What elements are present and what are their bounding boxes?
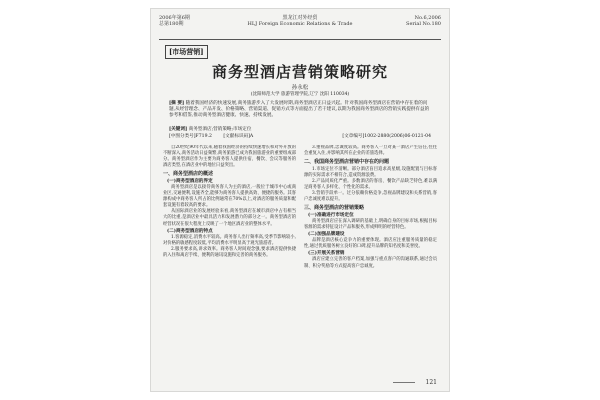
body-column-right bbox=[304, 145, 437, 373]
header-rule bbox=[159, 39, 441, 40]
serial-number-en: Serial No.180 bbox=[406, 21, 441, 27]
keywords bbox=[169, 127, 431, 133]
article-id: [文章编号]1002-2880(2006)06-0121-04 bbox=[342, 134, 431, 139]
folio-rule bbox=[393, 382, 415, 383]
body-paragraph: 2.服务要求高,讲求效率。商务客人时间观念强,要求酒店提供快捷的入住和离店手续、便利的通讯设施和完善的商务服务。 bbox=[163, 246, 296, 258]
journal-page bbox=[150, 8, 450, 392]
classification-meta bbox=[169, 134, 431, 140]
section-tag: [市场营销] bbox=[165, 45, 208, 59]
body-columns bbox=[163, 145, 437, 373]
abstract-label: [摘 要] bbox=[169, 101, 185, 106]
body-paragraph: 3.重视品牌,忠诚度较高。商务客人一旦对某一酒店产生信任,往往会重复入住,并影响其所在企业的差旅选择。 bbox=[304, 145, 437, 157]
body-paragraph: 2.产品同质化严重。多数酒店的客房、餐饮产品缺乏特色,难以满足商务客人多样化、个性化的需求。 bbox=[304, 178, 437, 190]
abstract-text: 随着我国经济的快速发展,商务旅游步入了大发展时期,商务型酒店正日益兴起。针对我国商务型酒店在营销中存在着的问题,从经营理念、产品开发、价格策略、营销渠道、促销方式等方面提出了若干建议,以期为我国商务型酒店的营销实践提供有益的参考和借鉴,推动商务型酒店健康、快速、持续发展。 bbox=[169, 101, 430, 118]
body-paragraph: 1.客源稳定,消费水平较高。商务客人出行频率高,受季节影响较小,对价格的敏感程度较低,平均消费水平明显高于观光旅游者。 bbox=[163, 234, 296, 246]
abstract bbox=[169, 101, 431, 119]
body-paragraph: 从国际酒店业的发展经验来看,商务型酒店在城市酒店中占有相当大的比重,是酒店业中最具活力和发展潜力的部分之一。商务型酒店的经营状况在很大程度上反映了一个地区酒店业的整体水平。 bbox=[163, 209, 296, 227]
author-affiliation: (沈阳师范大学 旅游管理学院,辽宁 沈阳 110034) bbox=[250, 92, 350, 97]
body-paragraph: 1.市场定位不清晰。部分酒店盲目追求高星级,设施配置与目标客源的实际需求不相符合,造成资源浪费。 bbox=[304, 166, 437, 178]
issue-info-en bbox=[406, 15, 441, 27]
body-paragraph: 自20世纪90年代以来,随着我国经济的持续快速增长和对外开放的不断深入,商务活动日益频繁,商务旅游已成为我国旅游业的重要组成部分。商务型酒店作为主要为商务客人提供住宿、餐饮、会议等服务的酒店类型,在酒店业中的地位日益突出。 bbox=[163, 145, 296, 169]
body-column-left bbox=[163, 145, 296, 373]
subsection-heading: (二)商务型酒店的特点 bbox=[167, 228, 213, 234]
issue-number-en: No.6,2006 bbox=[414, 15, 441, 21]
subsection-heading: (一)商务型酒店的界定 bbox=[167, 178, 213, 184]
journal-name-en: HLJ Foreign Economic Relations & Trade bbox=[247, 21, 353, 27]
body-paragraph: 商务型酒店是以接待商务客人为主的酒店,一般位于城市中心或商业区,交通便利,设施齐全,能够为商务客人提供高效、便捷的服务。其客源构成中商务客人所占的比例通常在70%以上,对酒店的服务质量和配套设施有着较高的要求。 bbox=[163, 184, 296, 209]
subsection-heading: (一)准确进行市场定位 bbox=[308, 212, 354, 218]
section-heading: 三、商务型酒店的营销策略 bbox=[304, 205, 365, 212]
serial-number: 总第180期 bbox=[159, 21, 184, 27]
page-number: 121 bbox=[425, 379, 437, 386]
keywords-text: 商务型酒店;营销策略;市场定位 bbox=[188, 127, 252, 132]
article-title: 商务型酒店营销策略研究 bbox=[211, 63, 388, 81]
author-name: 孙永松 bbox=[291, 85, 309, 91]
clc-number: [中图分类号]F719.2 bbox=[169, 134, 212, 139]
running-head bbox=[159, 15, 441, 37]
subsection-heading: (三)开展关系营销 bbox=[308, 251, 345, 257]
body-paragraph: 酒店应建立完善的客户档案,加强与重点客户的沟通联系,通过会员制、积分奖励等方式提高客户忠诚度。 bbox=[304, 257, 437, 269]
body-paragraph: 商务型酒店应在深入调研的基础上,明确自身的目标市场,根据目标客源的需求特征设计产品和服务,形成鲜明的经营特色。 bbox=[304, 218, 437, 230]
body-paragraph: 品牌是酒店核心竞争力的重要体现。酒店应注重服务质量的稳定性,通过优质服务树立良好的口碑,提升品牌的知名度和美誉度。 bbox=[304, 238, 437, 250]
section-heading: 一、商务型酒店的概述 bbox=[163, 171, 214, 178]
subsection-heading: (二)加强品牌建设 bbox=[308, 232, 345, 238]
body-paragraph: 3.营销手段单一。过分依赖价格竞争,忽视品牌建设和关系营销,客户忠诚度难以提升。 bbox=[304, 191, 437, 203]
issue-number: 2006年第6期 bbox=[159, 15, 190, 21]
document-code: [文献标识码]A bbox=[223, 134, 254, 139]
journal-name-cn: 黑龙江对外经贸 bbox=[282, 15, 318, 21]
journal-name bbox=[159, 15, 441, 27]
keywords-label: [关键词] bbox=[169, 127, 188, 132]
section-heading: 二、我国商务型酒店营销中存在的问题 bbox=[304, 159, 390, 166]
